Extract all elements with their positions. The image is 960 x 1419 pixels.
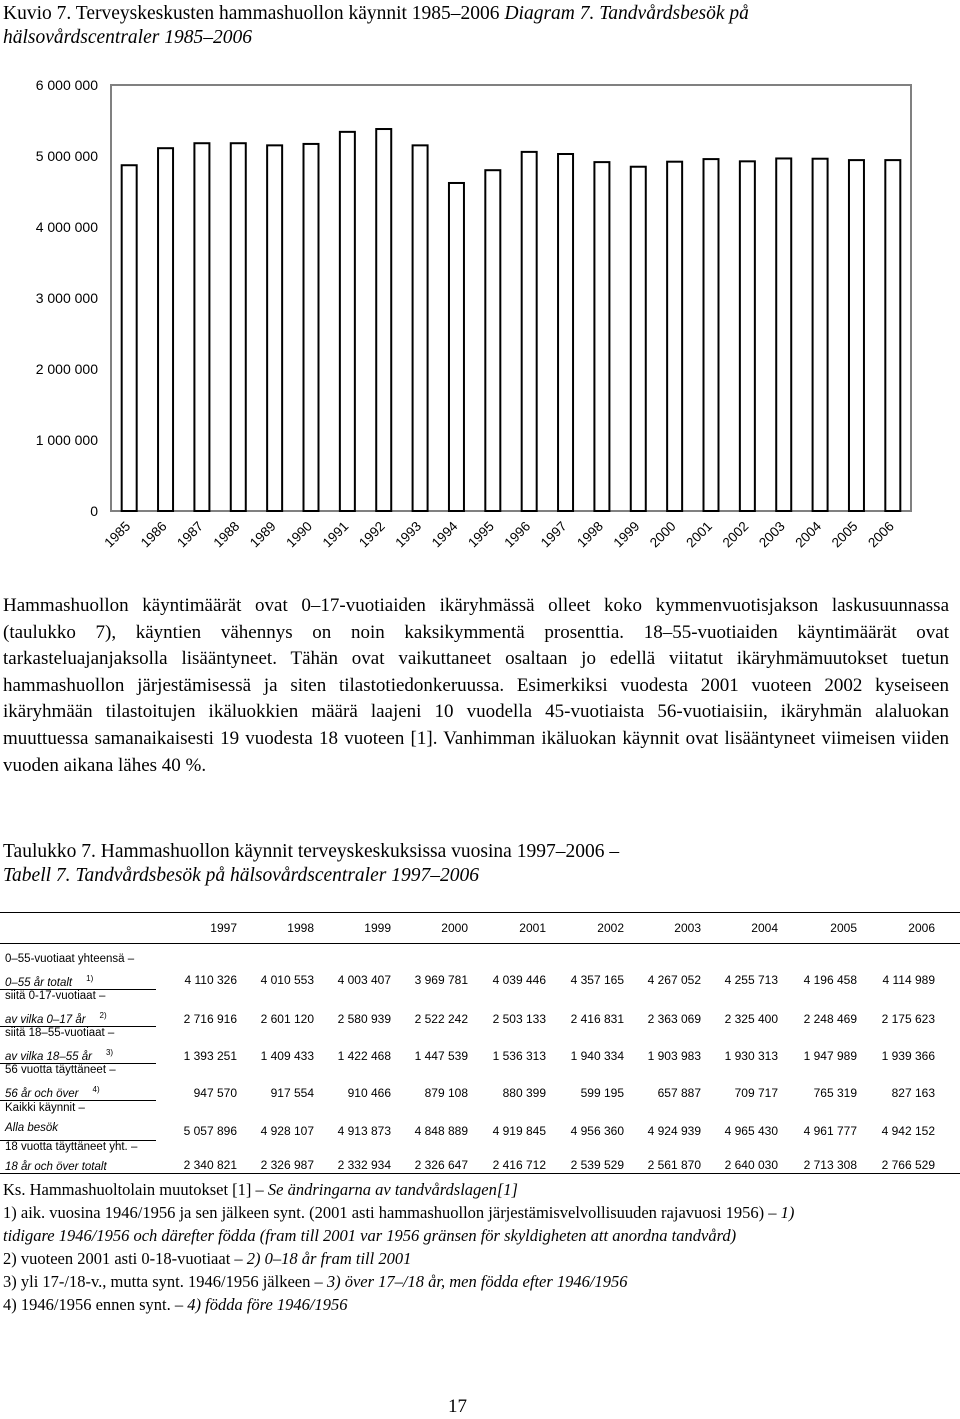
table-cell: 2 248 469 (803, 1012, 857, 1026)
table-cell: 4 928 107 (260, 1124, 314, 1138)
x-tick-label: 1999 (610, 518, 643, 551)
table-cell: 880 399 (502, 1086, 546, 1100)
x-tick-label: 2002 (719, 518, 752, 551)
table-cell: 2 326 647 (414, 1158, 468, 1172)
note-3-sv: 3) över 17–/18 år, men födda efter 1946/1956 (326, 1272, 628, 1291)
x-tick-label: 2005 (828, 518, 861, 551)
x-tick-label: 1989 (246, 518, 279, 551)
x-tick-label: 1990 (283, 518, 316, 551)
column-header-year: 2002 (597, 921, 624, 935)
x-tick-label: 2001 (683, 518, 716, 551)
row-label-fi: siitä 18–55-vuotiaat – (5, 1027, 115, 1039)
note-2-fi: 2) vuoteen 2001 asti 0-18-vuotiaat – (3, 1249, 247, 1268)
table-cell: 2 326 987 (260, 1158, 314, 1172)
bar (776, 158, 791, 511)
table-cell: 1 447 539 (414, 1049, 468, 1063)
column-header-year: 2000 (441, 921, 468, 935)
note-3-fi: 3) yli 17-/18-v., mutta synt. 1946/1956 jälkeen – (3, 1272, 327, 1291)
bar (885, 160, 900, 511)
table-cell: 2 601 120 (260, 1012, 314, 1026)
note-1-sv-text: tidigare 1946/1956 och därefter födda (fram till 2001 var 1956 gränsen för skyldigheten att anordna tandvård) (3, 1226, 737, 1245)
note-2 (3, 1247, 411, 1270)
x-tick-label: 1991 (319, 518, 352, 551)
x-tick-label: 1985 (101, 518, 134, 551)
bar (740, 161, 755, 511)
x-tick-label: 1995 (465, 518, 497, 551)
figure-caption-line2 (3, 26, 252, 49)
note-3 (3, 1270, 628, 1293)
y-tick-label: 0 (90, 503, 98, 519)
note-4-fi: 4) 1946/1956 ennen synt. – (3, 1295, 188, 1314)
table-cell: 4 255 713 (724, 973, 778, 987)
x-tick-label: 1994 (428, 518, 461, 551)
note-ks-fi: Ks. Hammashuoltolain muutokset [1] – (3, 1180, 268, 1199)
column-header-year: 2006 (908, 921, 935, 935)
table-cell: 4 956 360 (570, 1124, 624, 1138)
table-cell: 879 108 (424, 1086, 468, 1100)
table-cell: 1 903 983 (647, 1049, 701, 1063)
row-label-fi: 56 vuotta täyttäneet – (5, 1064, 116, 1076)
row-label-sv: av vilka 18–55 år $^{3)}$ (5, 1048, 114, 1063)
column-header-year: 1998 (287, 921, 314, 935)
row-label-fi: siitä 0-17-vuotiaat – (5, 990, 106, 1002)
bar (340, 132, 355, 511)
x-tick-label: 1998 (574, 518, 607, 551)
column-header-year: 2004 (751, 921, 778, 935)
bar (158, 148, 173, 511)
y-tick-label: 6 000 000 (35, 77, 98, 93)
x-tick-label: 1997 (537, 518, 570, 551)
x-tick-label: 1992 (355, 518, 388, 551)
table-cell: 657 887 (657, 1086, 701, 1100)
table-cell: 4 010 553 (260, 973, 314, 987)
table-cell: 4 942 152 (881, 1124, 935, 1138)
y-tick-label: 3 000 000 (35, 290, 98, 306)
table-cell: 1 940 334 (570, 1049, 624, 1063)
bar (449, 183, 464, 511)
bar (667, 162, 682, 511)
note-ks-sv: Se ändringarna av tandvårdslagen[1] (267, 1180, 518, 1199)
table-cell: 4 965 430 (724, 1124, 778, 1138)
table-cell: 1 536 313 (492, 1049, 546, 1063)
table-bottom-rule (0, 1173, 960, 1174)
table-cell: 827 163 (891, 1086, 935, 1100)
table-cell: 5 057 896 (183, 1124, 237, 1138)
table-cell: 2 561 870 (647, 1158, 701, 1172)
y-tick-label: 2 000 000 (35, 361, 98, 377)
y-tick-label: 1 000 000 (35, 432, 98, 448)
table-cell: 2 175 623 (881, 1012, 935, 1026)
table-caption-sv-text: Tabell 7. Tandvårdsbesök på hälsovårdscentraler 1997–2006 (3, 865, 479, 886)
table-cell: 1 947 989 (803, 1049, 857, 1063)
table-cell: 917 554 (270, 1086, 314, 1100)
page-number: 17 (448, 1396, 467, 1417)
table-cell: 2 416 831 (570, 1012, 624, 1026)
table-cell: 2 522 242 (414, 1012, 468, 1026)
table-cell: 4 003 407 (337, 973, 391, 987)
table-cell: 1 939 366 (881, 1049, 935, 1063)
bar (231, 143, 246, 511)
table-cell: 2 340 821 (183, 1158, 237, 1172)
note-1-fi: 1) aik. vuosina 1946/1956 ja sen jälkeen synt. (2001 asti hammashuollon järjestämisvelvollisuuden rajavuosi 1956) – (3, 1203, 781, 1222)
bar (704, 159, 719, 511)
x-tick-label: 2006 (865, 518, 897, 551)
note-1 (3, 1201, 794, 1224)
x-tick-label: 2003 (755, 518, 788, 551)
row-label-fi: Kaikki käynnit – (5, 1102, 85, 1114)
bar (631, 167, 646, 511)
figure-caption-sv-line2: hälsovårdscentraler 1985–2006 (3, 27, 252, 48)
table-cell: 2 325 400 (724, 1012, 778, 1026)
figure-caption-line1 (3, 2, 749, 25)
table-cell: 1 930 313 (724, 1049, 778, 1063)
table-cell: 4 110 326 (184, 973, 237, 987)
x-tick-label: 2000 (646, 518, 679, 551)
bar-chart (0, 60, 960, 580)
bar (558, 154, 573, 511)
row-note-marker: 4) (92, 1085, 100, 1094)
bar (194, 143, 209, 511)
table-cell: 4 357 165 (570, 973, 624, 987)
column-header-year: 1997 (210, 921, 237, 935)
row-note-marker: 2) (99, 1011, 107, 1020)
table-cell: 4 924 939 (647, 1124, 701, 1138)
table-cell: 4 114 989 (882, 973, 935, 987)
table-cell: 4 961 777 (803, 1124, 857, 1138)
table-cell: 4 039 446 (492, 973, 546, 987)
table-cell: 2 416 712 (492, 1158, 546, 1172)
table-cell: 2 640 030 (724, 1158, 778, 1172)
table-cell: 1 422 468 (337, 1049, 391, 1063)
visits-table (0, 912, 960, 1177)
table-cell: 2 363 069 (647, 1012, 701, 1026)
bar (849, 160, 864, 511)
table-cell: 2 713 308 (803, 1158, 857, 1172)
column-header-year: 2005 (830, 921, 857, 935)
y-tick-label: 5 000 000 (35, 148, 98, 164)
note-4-sv: 4) födda före 1946/1956 (187, 1295, 348, 1314)
table-header-rule (0, 943, 960, 944)
column-header-year: 2001 (519, 921, 546, 935)
table-cell: 1 393 251 (183, 1049, 237, 1063)
table-caption-fi: Taulukko 7. Hammashuollon käynnit terveyskeskuksissa vuosina 1997–2006 – (3, 841, 620, 862)
table-caption-sv (3, 864, 479, 888)
row-label-sv: av vilka 0–17 år $^{2)}$ (5, 1011, 107, 1026)
table-cell: 599 195 (580, 1086, 624, 1100)
row-note-marker: 3) (105, 1048, 114, 1057)
table-cell: 4 267 052 (647, 973, 701, 987)
row-label-fi: 18 vuotta täyttäneet yht. – (5, 1141, 138, 1153)
figure-caption-fi: Kuvio 7. Terveyskeskusten hammashuollon käynnit 1985–2006 (3, 3, 505, 24)
table-cell: 2 580 939 (337, 1012, 391, 1026)
table-cell: 4 196 458 (803, 973, 857, 987)
table-cell: 1 409 433 (260, 1049, 314, 1063)
x-tick-label: 1986 (137, 518, 170, 551)
row-label-sv: Alla besök (5, 1122, 59, 1134)
figure-caption-sv: Diagram 7. Tandvårdsbesök på (504, 3, 749, 24)
x-tick-label: 1996 (501, 518, 534, 551)
row-note-marker: 1) (86, 974, 94, 983)
bar (813, 159, 828, 511)
table-cell: 4 913 873 (337, 1124, 391, 1138)
body-paragraph: Hammashuollon käyntimäärät ovat 0–17-vuotiaiden ikäryhmässä olleet koko kymmenvuotisjakson laskusuunnassa (taulukko 7), käyntien vähennys on noin kaksikymmentä prosenttia. 18–55-vuotiaiden käyntimäärät ovat tarkasteluajanjaksolla lisääntyneet. Tähän ovat vaikuttaneet osaltaan jo edellä viitatut ikäryhmämuutokset tuetun hammashuollon järjestämisessä ja siten tilastotiedonkeruussa. Esimerkiksi vuodesta 2001 vuoteen 2002 kyseiseen ikäryhmään tilastoitujen ikäluokkien määrä laajeni 10 vuodella 45-vuotiaista 56-vuotiaisiin, ikäryhmän alaluokan muuttuessa samanaikaisesti 19 vuodesta 18 vuoteen [1]. Vanhimman ikäluokan käynnit ovat lisääntyneet viimeisen viiden vuoden aikana lähes 40 %. (3, 595, 949, 776)
y-tick-label: 4 000 000 (35, 219, 98, 235)
bar (594, 162, 609, 511)
note-2-sv: 2) 0–18 år fram till 2001 (246, 1249, 412, 1268)
note-ks (3, 1178, 518, 1201)
table-top-rule (0, 912, 960, 913)
table-cell: 4 848 889 (414, 1124, 468, 1138)
note-1-sv-marker: 1) (780, 1203, 795, 1222)
table-cell: 709 717 (734, 1086, 778, 1100)
row-label-fi: 0–55-vuotiaat yhteensä – (5, 953, 135, 965)
table-cell: 4 919 845 (492, 1124, 546, 1138)
bar (413, 145, 428, 511)
bar (304, 144, 319, 511)
x-tick-label: 2004 (792, 518, 825, 551)
note-4 (3, 1293, 348, 1316)
column-header-year: 2003 (674, 921, 701, 935)
table-cell: 765 319 (813, 1086, 857, 1100)
table-cell: 2 332 934 (337, 1158, 391, 1172)
table-cell: 2 503 133 (492, 1012, 546, 1026)
bar (522, 152, 537, 511)
x-tick-label: 1993 (392, 518, 425, 551)
row-label-sv: 18 år och över totalt (5, 1161, 107, 1173)
x-tick-label: 1988 (210, 518, 243, 551)
bar (267, 145, 282, 511)
bar (485, 170, 500, 511)
table-cell: 2 539 529 (570, 1158, 624, 1172)
note-1-sv (3, 1224, 736, 1247)
row-label-sv: 0–55 år totalt $^{1)}$ (5, 974, 94, 989)
bar (376, 129, 391, 511)
table-cell: 3 969 781 (414, 973, 468, 987)
x-tick-label: 1987 (174, 518, 207, 551)
bar (122, 165, 137, 511)
column-header-year: 1999 (364, 921, 391, 935)
table-cell: 2 766 529 (881, 1158, 935, 1172)
table-cell: 2 716 916 (183, 1012, 237, 1026)
table-cell: 947 570 (193, 1086, 237, 1100)
table-cell: 910 466 (347, 1086, 391, 1100)
row-label-sv: 56 år och över $^{4)}$ (5, 1085, 100, 1100)
